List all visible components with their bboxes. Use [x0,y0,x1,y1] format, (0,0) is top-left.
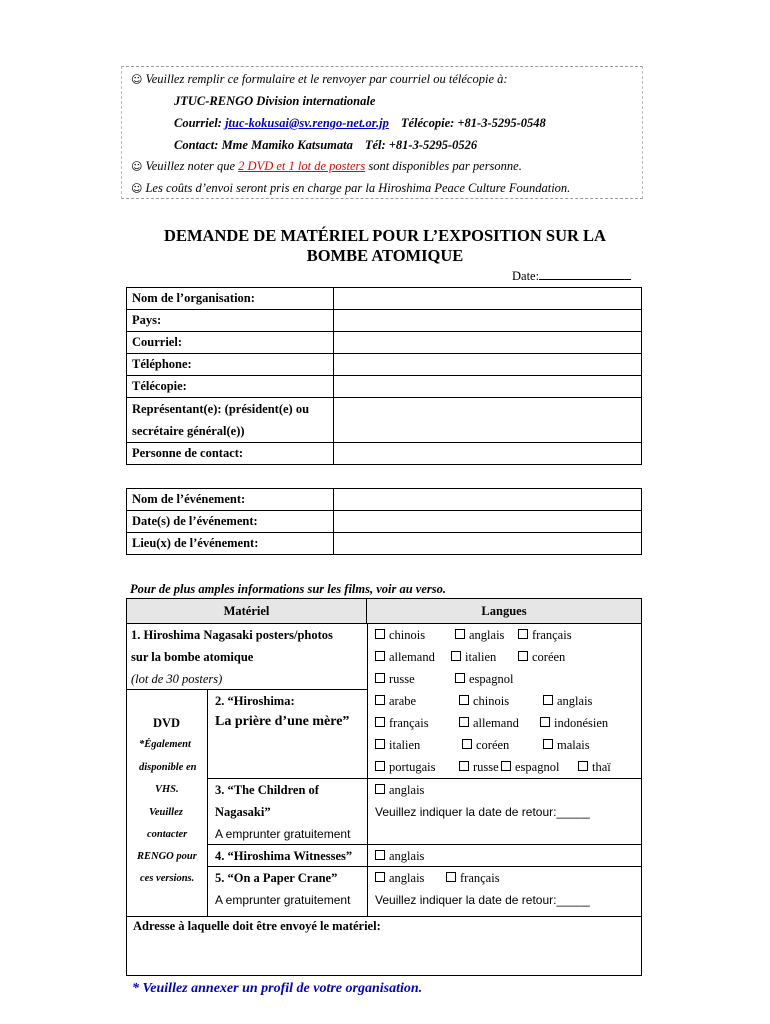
country-label: Pays: [127,310,334,332]
checkbox-1-russe[interactable]: russe [375,672,415,687]
representative-input[interactable] [334,398,642,443]
item-2-subtitle: La prière d’une mère” [215,714,350,729]
dvd-note-7: ces versions. [140,873,195,884]
phone-label: Téléphone: [127,354,334,376]
page-title-line-2: BOMBE ATOMIQUE [306,246,464,265]
checkbox-2-anglais[interactable]: anglais [543,694,592,709]
address-input[interactable] [127,937,641,975]
smiley-icon: ☺ [131,182,143,195]
checkbox-5-anglais[interactable]: anglais [375,871,424,886]
checkbox-1-coreen[interactable]: coréen [518,650,565,665]
item-2-title: 2. “Hiroshima: [215,694,295,708]
notice-line-1: ☺ Veuillez remplir ce formulaire et le renvoyer par courriel ou télécopie à: [131,72,508,86]
checkbox-2-indonesien[interactable]: indonésien [540,716,608,731]
header-langues: Langues [367,599,641,624]
notice-line-2: ☺ Veuillez noter que 2 DVD et 1 lot de posters sont disponibles par personne. [131,159,522,173]
checkbox-3-anglais[interactable]: anglais [375,783,424,798]
checkbox-4-anglais[interactable]: anglais [375,849,424,864]
item-4-title: 4. “Hiroshima Witnesses” [215,849,353,863]
page-title-line-1: DEMANDE DE MATÉRIEL POUR L’EXPOSITION SUR LA [164,226,606,245]
checkbox-2-portugais[interactable]: portugais [375,760,436,775]
email-input[interactable] [334,332,642,354]
organisation-table [126,287,642,465]
event-name-label: Nom de l’événement: [127,489,334,511]
dvd-note-6: RENGO pour [137,851,197,862]
phone-input[interactable] [334,354,642,376]
email-label: Courriel: [127,332,334,354]
date-field[interactable]: Date: [512,267,631,284]
notice-contact-line: Contact: Mme Mamiko Katsumata Tél: +81-3-5295-0526 [174,138,478,152]
dvd-note-2: disponible en [139,762,197,773]
dvd-label: DVD [153,716,181,730]
material-table [126,598,642,976]
event-table [126,488,642,555]
checkbox-2-italien[interactable]: italien [375,738,420,753]
representative-label: Représentant(e): (président(e) ou secrétaire général(e)) [127,398,334,443]
org-name-input[interactable] [334,288,642,310]
event-dates-input[interactable] [334,511,642,533]
checkbox-2-russe[interactable]: russe [459,760,499,775]
checkbox-2-coreen[interactable]: coréen [462,738,509,753]
checkbox-2-thai[interactable]: thaï [578,760,611,775]
fax-label: Télécopie: [127,376,334,398]
header-materiel: Matériel [127,599,367,624]
item-3-note: A emprunter gratuitement [215,827,351,841]
smiley-icon: ☺ [131,73,143,86]
checkbox-1-italien[interactable]: italien [451,650,496,665]
checkbox-1-anglais[interactable]: anglais [455,628,504,643]
checkbox-5-francais[interactable]: français [446,871,500,886]
checkbox-2-chinois[interactable]: chinois [459,694,509,709]
return-date-1[interactable]: Veuillez indiquer la date de retour:_____ [375,805,590,819]
event-name-input[interactable] [334,489,642,511]
checkbox-1-chinois[interactable]: chinois [375,628,425,643]
checkbox-1-allemand[interactable]: allemand [375,650,435,665]
item-1-subtitle: sur la bombe atomique [131,650,254,664]
checkbox-1-espagnol[interactable]: espagnol [455,672,513,687]
org-name-label: Nom de l’organisation: [127,288,334,310]
contact-person-input[interactable] [334,443,642,465]
footer-note: * Veuillez annexer un profil de votre organisation. [132,981,423,996]
item-3-title: 3. “The Children of [215,783,319,797]
event-place-input[interactable] [334,533,642,555]
notice-line-3: ☺ Les coûts d’envoi seront pris en charge par la Hiroshima Peace Culture Foundation. [131,181,571,195]
checkbox-1-francais[interactable]: français [518,628,572,643]
dvd-note-4: Veuillez [149,807,183,818]
notice-org: JTUC-RENGO Division internationale [174,94,376,108]
return-date-2[interactable]: Veuillez indiquer la date de retour:_____ [375,893,590,907]
more-info-note: Pour de plus amples informations sur les films, voir au verso. [130,582,447,596]
dvd-note-5: contacter [147,829,188,840]
email-link[interactable]: jtuc-kokusai@sv.rengo-net.or.jp [225,116,389,130]
checkbox-2-francais[interactable]: français [375,716,429,731]
smiley-icon: ☺ [131,160,143,173]
item-3-subtitle: Nagasaki” [215,805,271,819]
dvd-note-1: *Également [139,739,191,750]
fax-input[interactable] [334,376,642,398]
item-5-title: 5. “On a Paper Crane” [215,871,338,885]
contact-person-label: Personne de contact: [127,443,334,465]
event-dates-label: Date(s) de l’événement: [127,511,334,533]
item-1-note: (lot de 30 posters) [131,672,223,686]
event-place-label: Lieu(x) de l’événement: [127,533,334,555]
item-1-title: 1. Hiroshima Nagasaki posters/photos [131,628,333,642]
dvd-note-3: VHS. [155,784,179,795]
checkbox-2-malais[interactable]: malais [543,738,590,753]
checkbox-2-arabe[interactable]: arabe [375,694,416,709]
country-input[interactable] [334,310,642,332]
checkbox-2-allemand[interactable]: allemand [459,716,519,731]
checkbox-2-espagnol[interactable]: espagnol [501,760,559,775]
address-label: Adresse à laquelle doit être envoyé le matériel: [133,919,381,933]
notice-email-line: Courriel: jtuc-kokusai@sv.rengo-net.or.jp Télécopie: +81-3-5295-0548 [174,116,546,130]
item-5-note: A emprunter gratuitement [215,893,351,907]
